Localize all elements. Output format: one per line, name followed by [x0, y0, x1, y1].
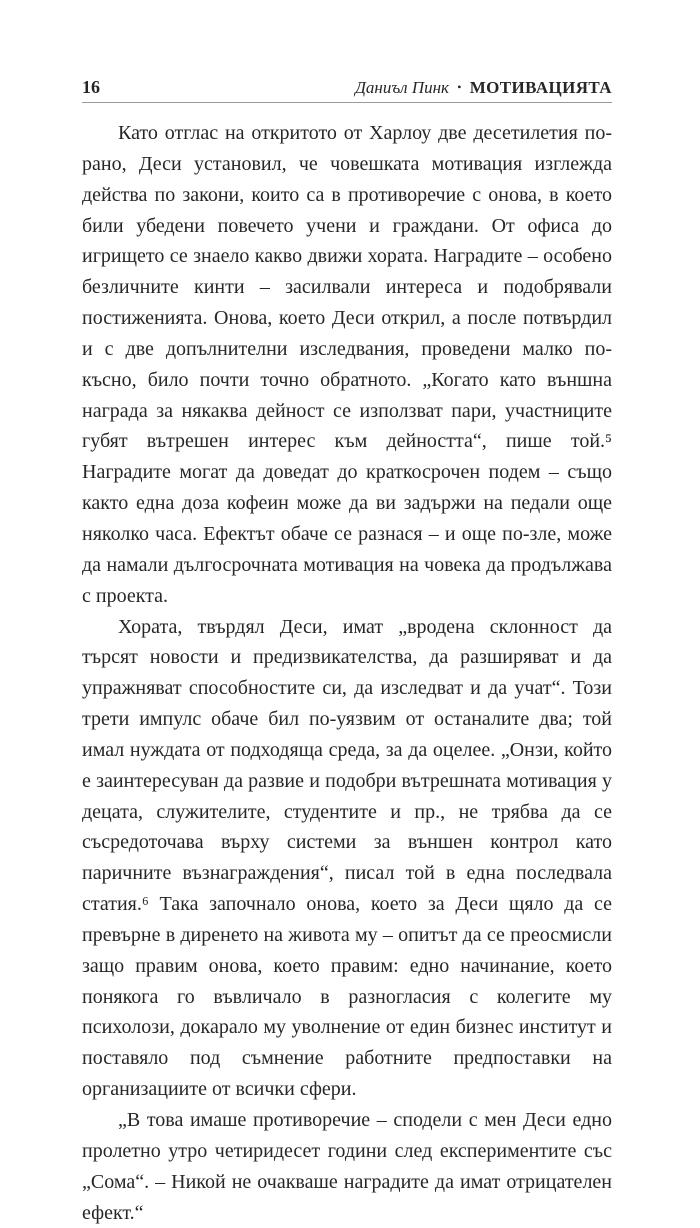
page-header [82, 70, 612, 103]
separator-bullet: • [457, 80, 462, 94]
paragraph: „В това имаше противоречие – сподели с мен Деси едно пролетно утро четиридесет години след експериментите със „Сома“. – Никой не очакваше наградите да имат отрицателен ефект.“ [82, 1109, 612, 1224]
page-number: 16 [82, 77, 100, 97]
paragraph: Като отглас на откритото от Харлоу две десетилетия по-рано, Деси установил, че човешката мотивация изглежда действа по закони, които са в противоречие с онова, в което били убедени повечето учени и граждани. От офиса до игрището се знаело какво движи хората. Наградите – особено безличните кинти – засилвали интереса и подобрявали постиженията. Онова, което Деси открил, а после потвърдил и с две допълнителни изследвания, проведени малко по-късно, било почти точно обратното. „Когато като външна награда за някаква дейност се използват пари, участниците губят вътрешен интерес към дейността“, пише той.⁵ Наградите могат да доведат до краткосрочен подем – също както една доза кофеин може да ви задържи на педали още няколко часа. Ефектът обаче се разнася – и още по-зле, може да намали дългосрочната мотивация на човека да продължава с проекта. [82, 122, 612, 607]
paragraph: Хората, твърдял Деси, имат „вродена склонност да търсят новости и предизвикателства, да разширяват и да упражняват способностите си, да изследват и да учат“. Този трети импулс обаче бил по-уязвим от останалите два; той имал нуждата от подходяща среда, за да оцелее. „Онзи, който е заинтересуван да развие и подобри вътрешната мотивация у децата, служителите, студентите и пр., не трябва да се съсредоточава върху системи за външен контрол като паричните възнаграждения“, писал той в една последвала статия.⁶ Така започнало онова, което за Деси щяло да се превърне в диренето на живота му – опитът да се преосмисли защо правим онова, което правим: едно начинание, което понякога го въвличало в разногласия с колегите му психолози, докарало му уволнение от един бизнес институт и поставяло под съмнение работните предпоставки на организациите от всички сфери. [82, 615, 612, 1101]
body-text [82, 118, 612, 1228]
author-name: Даниъл Пинк [355, 78, 450, 97]
book-title: МОТИВАЦИЯТА [469, 78, 612, 97]
running-head [355, 78, 612, 98]
